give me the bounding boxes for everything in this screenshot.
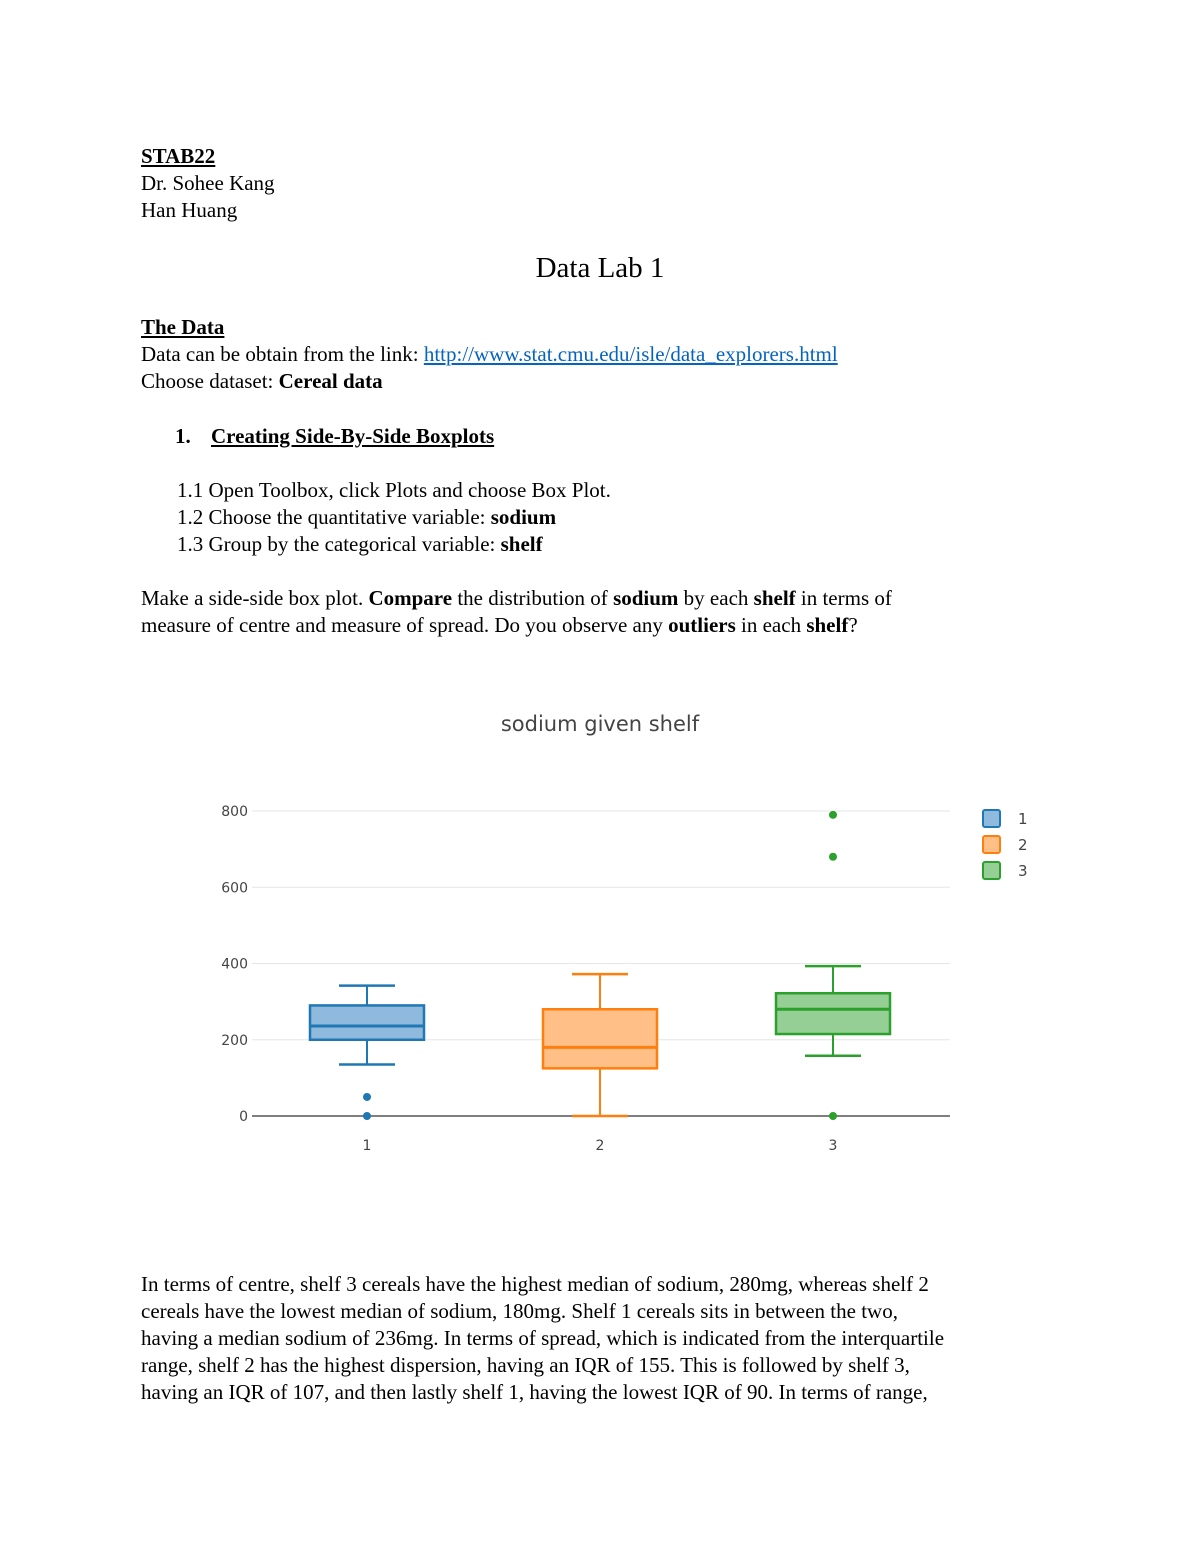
answer-paragraph <box>141 1271 1061 1406</box>
legend-swatch <box>983 862 1000 879</box>
section1-heading <box>175 423 494 450</box>
step-text: 1.1 Open Toolbox, click Plots and choose Box Plot. <box>177 478 611 502</box>
box-iqr <box>543 1009 657 1068</box>
question-text: in each <box>735 613 807 637</box>
question-text: the distribution of <box>452 586 614 610</box>
outlier-point <box>829 811 837 819</box>
course-code: STAB22 <box>141 144 216 168</box>
x-tick-label: 3 <box>828 1138 838 1154</box>
y-tick-label: 800 <box>221 804 248 820</box>
chart-legend <box>983 810 1028 880</box>
question-text: by each <box>678 586 754 610</box>
data-source-line <box>141 341 838 368</box>
legend-label: 3 <box>1018 862 1028 880</box>
step-bold: shelf <box>500 532 543 556</box>
question-text: measure of centre and measure of spread. Do you observe any <box>141 613 669 637</box>
outlier-point <box>829 853 837 861</box>
dataset-name: Cereal data <box>278 369 383 393</box>
question-line-1 <box>141 585 892 612</box>
box-group <box>776 811 890 1120</box>
question-bold: Compare <box>368 586 453 610</box>
step-text: 1.2 Choose the quantitative variable: <box>177 505 491 529</box>
data-section-heading: The Data <box>141 315 225 339</box>
step-item <box>177 477 611 504</box>
box-group <box>543 974 657 1116</box>
box-iqr <box>776 993 890 1034</box>
legend-label: 1 <box>1018 810 1028 828</box>
question-text: Make a side-side box plot. <box>141 586 369 610</box>
instructor-name: Dr. Sohee Kang <box>141 171 275 195</box>
outlier-point <box>363 1112 371 1120</box>
chart-title: sodium given shelf <box>500 712 700 736</box>
step-bold: sodium <box>490 505 557 529</box>
data-source-prefix: Data can be obtain from the link: <box>141 342 424 366</box>
y-tick-label: 200 <box>221 1032 248 1049</box>
boxplot-chart <box>0 690 1200 1170</box>
answer-line: having a median sodium of 236mg. In terms of spread, which is indicated from the interquartile <box>141 1326 945 1350</box>
chart-boxes <box>310 811 890 1120</box>
chart-grid <box>221 804 950 1154</box>
question-text: ? <box>848 613 858 637</box>
question-bold: sodium <box>613 586 679 610</box>
y-tick-label: 0 <box>239 1109 248 1125</box>
step-text: 1.3 Group by the categorical variable: <box>177 532 501 556</box>
x-tick-label: 1 <box>362 1138 372 1154</box>
section1-title: Creating Side-By-Side Boxplots <box>211 424 495 448</box>
document-title: Data Lab 1 <box>535 252 665 284</box>
x-tick-label: 2 <box>595 1138 605 1154</box>
question-text: in terms of <box>795 586 892 610</box>
legend-label: 2 <box>1018 836 1028 854</box>
answer-line: In terms of centre, shelf 3 cereals have the highest median of sodium, 280mg, whereas shelf 2 <box>141 1272 929 1296</box>
legend-swatch <box>983 836 1000 853</box>
question-bold: shelf <box>806 613 849 637</box>
author-name: Han Huang <box>141 198 238 222</box>
dataset-line <box>141 368 383 395</box>
answer-line: having an IQR of 107, and then lastly shelf 1, having the lowest IQR of 90. In terms of range, <box>141 1380 928 1404</box>
y-tick-label: 600 <box>221 880 248 897</box>
section1-number: 1. <box>175 424 191 448</box>
question-line-2 <box>141 612 858 639</box>
outlier-point <box>363 1093 371 1101</box>
outlier-point <box>829 1112 837 1120</box>
box-group <box>310 986 424 1120</box>
legend-swatch <box>983 810 1000 827</box>
step-item <box>177 504 556 531</box>
data-source-link[interactable]: http://www.stat.cmu.edu/isle/data_explorers.html <box>423 342 838 366</box>
box-iqr <box>310 1005 424 1039</box>
question-bold: outliers <box>668 613 736 637</box>
answer-line: range, shelf 2 has the highest dispersion, having an IQR of 155. This is followed by shelf 3, <box>141 1353 910 1377</box>
y-tick-label: 400 <box>221 956 248 973</box>
question-bold: shelf <box>753 586 796 610</box>
answer-line: cereals have the lowest median of sodium, 180mg. Shelf 1 cereals sits in between the two, <box>141 1299 898 1323</box>
step-item <box>177 531 543 558</box>
dataset-prefix: Choose dataset: <box>141 369 279 393</box>
